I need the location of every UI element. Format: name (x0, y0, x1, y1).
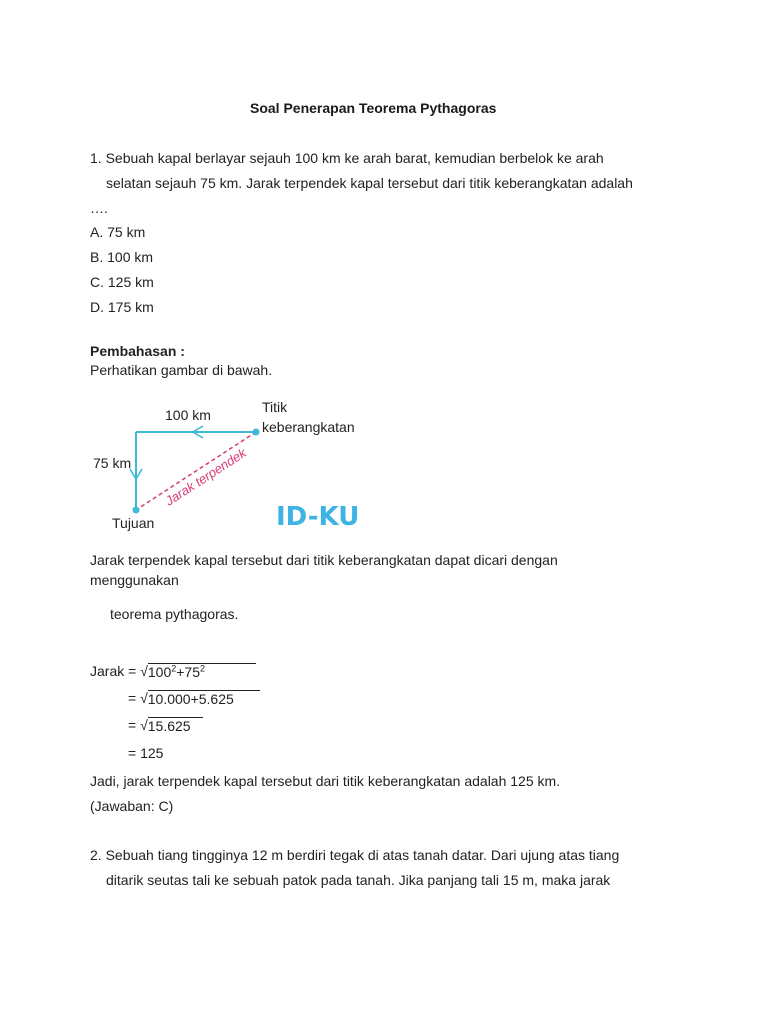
question-1-line-3: …. (90, 200, 108, 216)
question-2-line-2: ditarik seutas tali ke sebuah patok pada tanah. Jika panjang tali 15 m, maka jarak (106, 872, 611, 888)
step1-exponent-a: 2 (171, 663, 177, 674)
label-75km: 75 km (93, 455, 132, 471)
explanation-line-2: menggunakan (90, 572, 179, 588)
label-destination: Tujuan (112, 515, 155, 531)
step2-radicand: 10.000+5.625 (148, 690, 260, 708)
question-1-line-1: 1. Sebuah kapal berlayar sejauh 100 km ke arah barat, kemudian berbelok ke arah (90, 150, 604, 166)
calc-step-4: = 125 (128, 745, 164, 761)
start-point (253, 429, 260, 436)
option-a: A. 75 km (90, 224, 146, 240)
question-1-line-2: selatan sejauh 75 km. Jarak terpendek kapal tersebut dari titik keberangkatan adalah (106, 175, 633, 191)
label-start-line2: keberangkatan (262, 419, 355, 435)
step3-radicand: 15.625 (148, 717, 203, 735)
option-d: D. 175 km (90, 299, 154, 315)
label-start-line1: Titik (262, 399, 288, 415)
calc-step-1 (90, 663, 256, 681)
step1-base-b: +75 (176, 664, 200, 680)
label-shortest-distance: Jarak terpendek (162, 445, 249, 509)
option-b: B. 100 km (90, 249, 154, 265)
question-2-line-1: 2. Sebuah tiang tingginya 12 m berdiri tegak di atas tanah datar. Dari ujung atas tiang (90, 847, 620, 863)
destination-point (133, 507, 140, 514)
watermark-logo: ID-KU (276, 502, 360, 532)
page-title: Soal Penerapan Teorema Pythagoras (250, 100, 497, 116)
solution-intro: Perhatikan gambar di bawah. (90, 362, 273, 378)
step1-radicand (148, 663, 256, 681)
step1-base-a: 100 (147, 664, 172, 680)
step3-label: = √ (128, 717, 148, 733)
conclusion-text: Jadi, jarak terpendek kapal tersebut dari titik keberangkatan adalah 125 km. (90, 773, 561, 789)
explanation-line-1: Jarak terpendek kapal tersebut dari titik keberangkatan dapat dicari dengan (90, 552, 558, 568)
shortest-distance-line (136, 432, 256, 510)
answer-text: (Jawaban: C) (90, 798, 174, 814)
calc-step-3 (128, 717, 203, 735)
label-100km: 100 km (165, 407, 211, 423)
option-c: C. 125 km (90, 274, 154, 290)
step1-label: Jarak = √ (90, 663, 148, 679)
calc-step-2 (128, 690, 260, 708)
solution-heading: Pembahasan : (90, 343, 185, 359)
explanation-line-3: teorema pythagoras. (110, 606, 239, 622)
step1-exponent-b: 2 (200, 663, 206, 674)
step2-label: = √ (128, 690, 148, 706)
